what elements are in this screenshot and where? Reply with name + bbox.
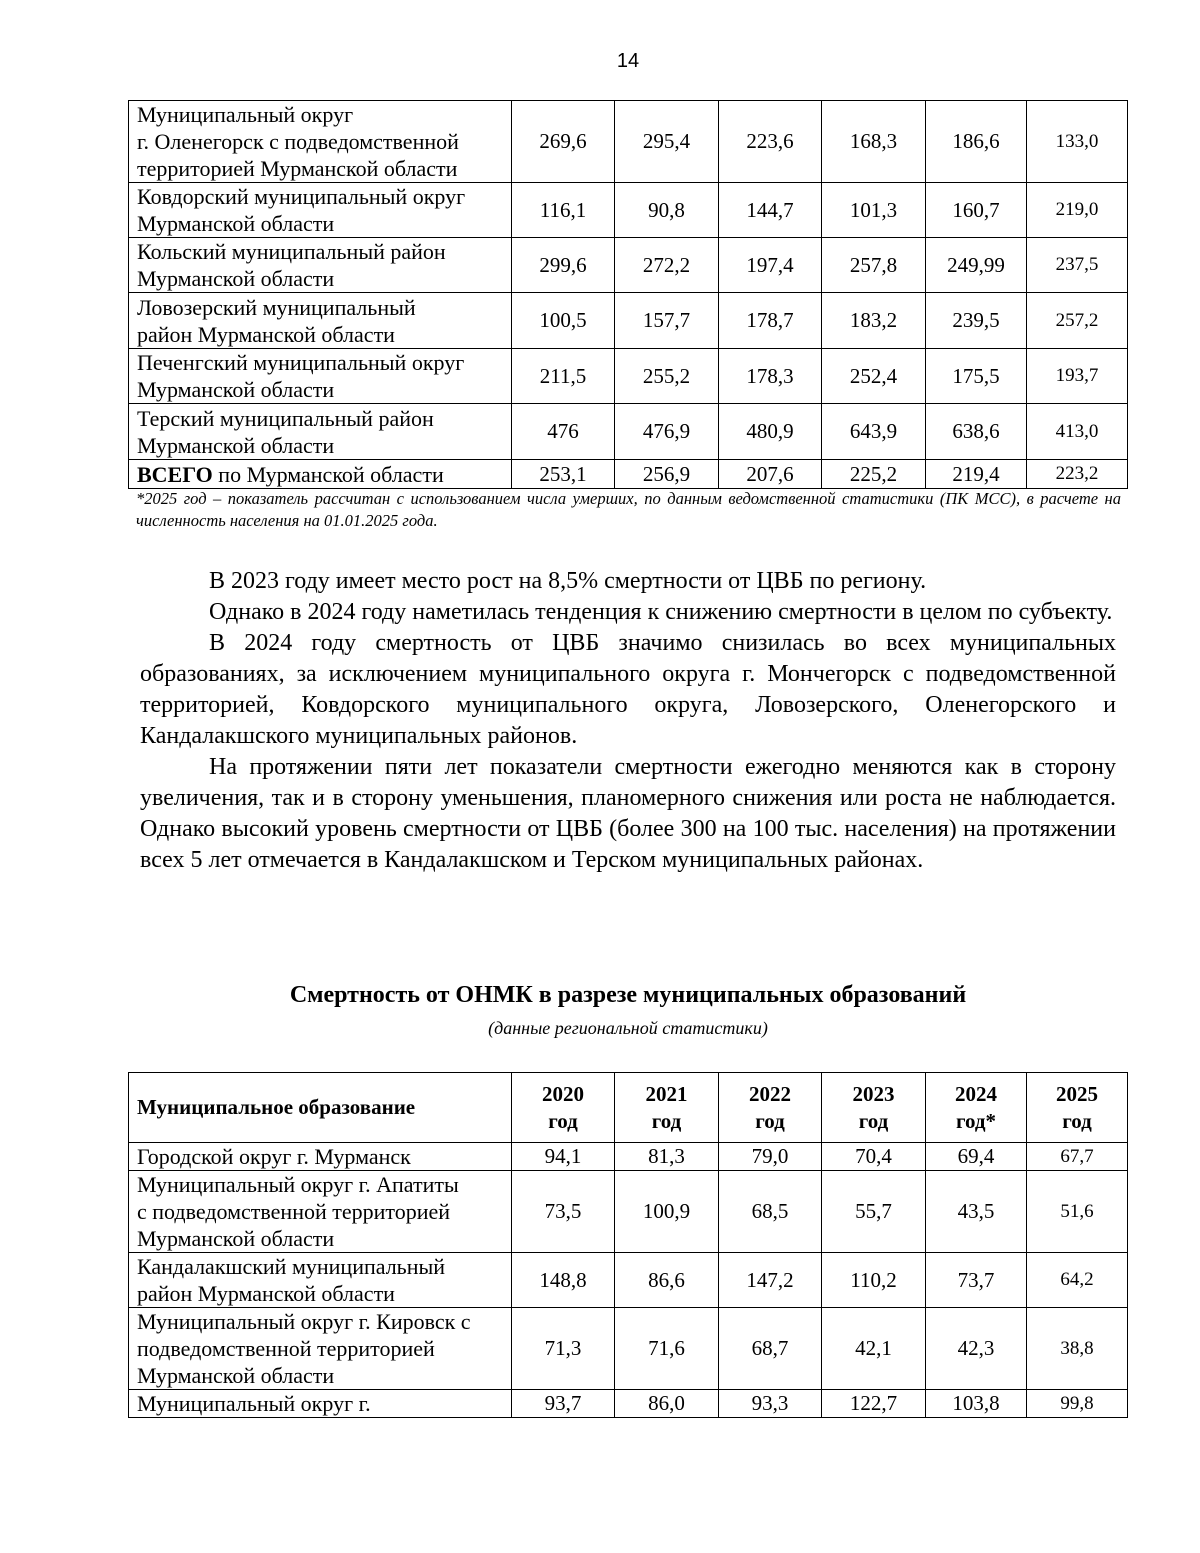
- value-cell: 38,8: [1027, 1308, 1128, 1390]
- body-text: [140, 566, 1116, 876]
- value-cell: 68,5: [719, 1171, 822, 1253]
- municipality-name-line: Муниципальный округ г.: [137, 1391, 371, 1416]
- municipality-name-line: г. Оленегорск с подведомственной: [137, 129, 459, 154]
- header-year-number: 2020: [542, 1081, 584, 1106]
- municipality-name-cell: [129, 183, 512, 238]
- value-cell: 186,6: [926, 101, 1027, 183]
- paragraph: В 2023 году имеет место рост на 8,5% смертности от ЦВБ по региону.: [209, 568, 927, 594]
- municipality-name-cell: [129, 238, 512, 293]
- value-cell: 643,9: [822, 404, 926, 460]
- value-cell: 476: [512, 404, 615, 460]
- value-cell: 101,3: [822, 183, 926, 238]
- table-header-row: [129, 1073, 1128, 1143]
- municipality-name-line: Печенгский муниципальный округ: [137, 350, 465, 375]
- value-cell: 100,9: [615, 1171, 719, 1253]
- column-header-year: [926, 1073, 1027, 1143]
- municipality-name-line: район Мурманской области: [137, 1281, 395, 1306]
- table-row: [129, 101, 1128, 183]
- value-cell: 68,7: [719, 1308, 822, 1390]
- paragraph: Однако в 2024 году наметилась тенденция к снижению смертности в целом по субъекту.: [209, 599, 1113, 625]
- table-footnote: *2025 год – показатель рассчитан с использованием числа умерших, по данным ведомственной статистики (ПК МСС), в расчете на численность населения на 01.01.2025 года.: [136, 489, 1121, 530]
- value-cell: 257,8: [822, 238, 926, 293]
- value-cell: 211,5: [512, 349, 615, 404]
- municipality-name-cell: [129, 404, 512, 460]
- municipality-name-line: Мурманской области: [137, 211, 335, 236]
- value-cell: 71,3: [512, 1308, 615, 1390]
- table-row: [129, 183, 1128, 238]
- value-cell: 73,5: [512, 1171, 615, 1253]
- value-cell: 253,1: [512, 460, 615, 489]
- table-row: [129, 1171, 1128, 1253]
- stroke-mortality-table: [128, 1072, 1128, 1418]
- page-number: 14: [616, 50, 640, 72]
- value-cell: 93,3: [719, 1390, 822, 1418]
- value-cell: 110,2: [822, 1253, 926, 1308]
- value-cell: 239,5: [926, 293, 1027, 349]
- column-header-year: [615, 1073, 719, 1143]
- municipality-name-cell: [129, 1143, 512, 1171]
- value-cell: 237,5: [1027, 238, 1128, 293]
- value-cell: 168,3: [822, 101, 926, 183]
- value-cell: 93,7: [512, 1390, 615, 1418]
- section-subtitle: (данные региональной статистики): [488, 1018, 768, 1038]
- value-cell: 94,1: [512, 1143, 615, 1171]
- value-cell: 219,0: [1027, 183, 1128, 238]
- header-year-suffix: год: [651, 1108, 682, 1133]
- paragraph: В 2024 году смертность от ЦВБ значимо снизилась во всех муниципальных образованиях, за исключением муниципального округа г. Мончегорск с подведомственной территорией, Ковдорского муниципального округа, Ловозерского, Оленегорского и Кандалакшского муниципальных районов.: [140, 630, 1116, 749]
- table-row: [129, 1253, 1128, 1308]
- total-label-bold: ВСЕГО: [137, 461, 213, 487]
- value-cell: 413,0: [1027, 404, 1128, 460]
- table-row: [129, 1143, 1128, 1171]
- value-cell: 638,6: [926, 404, 1027, 460]
- table-row: [129, 1390, 1128, 1418]
- table-row: [129, 1308, 1128, 1390]
- value-cell: 256,9: [615, 460, 719, 489]
- municipality-name-line: Муниципальный округ г. Кировск с: [137, 1309, 471, 1334]
- municipality-name-cell: [129, 1171, 512, 1253]
- value-cell: 178,3: [719, 349, 822, 404]
- header-year-number: 2024: [955, 1081, 997, 1106]
- value-cell: 255,2: [615, 349, 719, 404]
- column-header-year: [719, 1073, 822, 1143]
- column-header-year: [1027, 1073, 1128, 1143]
- value-cell: 175,5: [926, 349, 1027, 404]
- municipality-name-line: территорией Мурманской области: [137, 156, 458, 181]
- municipality-name-line: Муниципальный округ: [137, 102, 354, 127]
- header-year-number: 2022: [749, 1081, 791, 1106]
- total-label-cell: [129, 460, 512, 489]
- total-label-rest: по Мурманской области: [212, 461, 444, 487]
- header-year-suffix: год: [548, 1108, 578, 1133]
- header-year-suffix: год: [858, 1108, 889, 1133]
- municipality-name-cell: [129, 1253, 512, 1308]
- value-cell: 295,4: [615, 101, 719, 183]
- value-cell: 79,0: [719, 1143, 822, 1171]
- value-cell: 103,8: [926, 1390, 1027, 1418]
- value-cell: 144,7: [719, 183, 822, 238]
- value-cell: 81,3: [615, 1143, 719, 1171]
- municipality-name-line: Терский муниципальный район: [137, 405, 434, 431]
- municipality-name-line: Ковдорский муниципальный округ: [137, 184, 466, 209]
- header-year-suffix: год: [1062, 1108, 1092, 1133]
- header-year-number: 2021: [645, 1081, 688, 1106]
- value-cell: 269,6: [512, 101, 615, 183]
- value-cell: 157,7: [615, 293, 719, 349]
- municipality-name-line: с подведомственной территорией: [137, 1199, 451, 1224]
- value-cell: 133,0: [1027, 101, 1128, 183]
- municipality-name-line: Мурманской области: [137, 432, 335, 458]
- column-header-municipality: Муниципальное образование: [129, 1073, 512, 1143]
- municipality-name-line: Городской округ г. Мурманск: [137, 1144, 411, 1169]
- value-cell: 122,7: [822, 1390, 926, 1418]
- municipality-name-cell: [129, 1308, 512, 1390]
- header-year-suffix: год*: [955, 1108, 997, 1133]
- total-row: [129, 460, 1128, 489]
- header-year-number: 2025: [1056, 1081, 1098, 1106]
- value-cell: 73,7: [926, 1253, 1027, 1308]
- value-cell: 90,8: [615, 183, 719, 238]
- value-cell: 100,5: [512, 293, 615, 349]
- paragraph: На протяжении пяти лет показатели смертности ежегодно меняются как в сторону увеличения, так и в сторону уменьшения, планомерного снижения или роста не наблюдается. Однако высокий уровень смертности от ЦВБ (более 300 на 100 тыс. населения) на протяжении всех 5 лет отмечается в Кандалакшском и Терском муниципальных районах.: [140, 754, 1116, 873]
- value-cell: 223,2: [1027, 460, 1128, 489]
- municipality-name-cell: [129, 293, 512, 349]
- value-cell: 86,6: [615, 1253, 719, 1308]
- value-cell: 183,2: [822, 293, 926, 349]
- municipality-name-cell: [129, 101, 512, 183]
- value-cell: 299,6: [512, 238, 615, 293]
- header-year-number: 2023: [852, 1081, 895, 1106]
- section-title: Смертность от ОНМК в разрезе муниципальных образований: [289, 982, 967, 1008]
- table-row: [129, 404, 1128, 460]
- municipality-name-line: Кольский муниципальный район: [137, 239, 446, 264]
- municipality-name-line: Мурманской области: [137, 1226, 335, 1251]
- value-cell: 257,2: [1027, 293, 1128, 349]
- value-cell: 64,2: [1027, 1253, 1128, 1308]
- value-cell: 69,4: [926, 1143, 1027, 1171]
- municipality-name-line: подведомственной территорией: [137, 1336, 435, 1361]
- value-cell: 51,6: [1027, 1171, 1128, 1253]
- value-cell: 160,7: [926, 183, 1027, 238]
- value-cell: 42,3: [926, 1308, 1027, 1390]
- value-cell: 272,2: [615, 238, 719, 293]
- table-row: [129, 349, 1128, 404]
- municipality-name-line: район Мурманской области: [137, 321, 395, 347]
- municipality-name-line: Ловозерский муниципальный: [137, 294, 416, 320]
- value-cell: 67,7: [1027, 1143, 1128, 1171]
- value-cell: 223,6: [719, 101, 822, 183]
- value-cell: 480,9: [719, 404, 822, 460]
- value-cell: 71,6: [615, 1308, 719, 1390]
- municipality-name-line: Муниципальный округ г. Апатиты: [137, 1172, 459, 1197]
- value-cell: 249,99: [926, 238, 1027, 293]
- value-cell: 207,6: [719, 460, 822, 489]
- column-header-year: [512, 1073, 615, 1143]
- municipality-name-line: Мурманской области: [137, 377, 335, 402]
- column-header-year: [822, 1073, 926, 1143]
- municipality-name-line: Кандалакшский муниципальный: [137, 1254, 446, 1279]
- value-cell: 178,7: [719, 293, 822, 349]
- value-cell: 252,4: [822, 349, 926, 404]
- value-cell: 116,1: [512, 183, 615, 238]
- municipality-name-line: Мурманской области: [137, 1363, 335, 1388]
- value-cell: 55,7: [822, 1171, 926, 1253]
- header-year-suffix: год: [755, 1108, 785, 1133]
- cvd-mortality-table-continued: [128, 100, 1128, 489]
- municipality-name-line: Мурманской области: [137, 266, 335, 291]
- value-cell: 476,9: [615, 404, 719, 460]
- table-row: [129, 293, 1128, 349]
- value-cell: 86,0: [615, 1390, 719, 1418]
- value-cell: 219,4: [926, 460, 1027, 489]
- value-cell: 193,7: [1027, 349, 1128, 404]
- value-cell: 42,1: [822, 1308, 926, 1390]
- table-row: [129, 238, 1128, 293]
- value-cell: 148,8: [512, 1253, 615, 1308]
- value-cell: 99,8: [1027, 1390, 1128, 1418]
- municipality-name-cell: [129, 349, 512, 404]
- value-cell: 225,2: [822, 460, 926, 489]
- value-cell: 43,5: [926, 1171, 1027, 1253]
- value-cell: 197,4: [719, 238, 822, 293]
- municipality-name-cell: [129, 1390, 512, 1418]
- value-cell: 147,2: [719, 1253, 822, 1308]
- value-cell: 70,4: [822, 1143, 926, 1171]
